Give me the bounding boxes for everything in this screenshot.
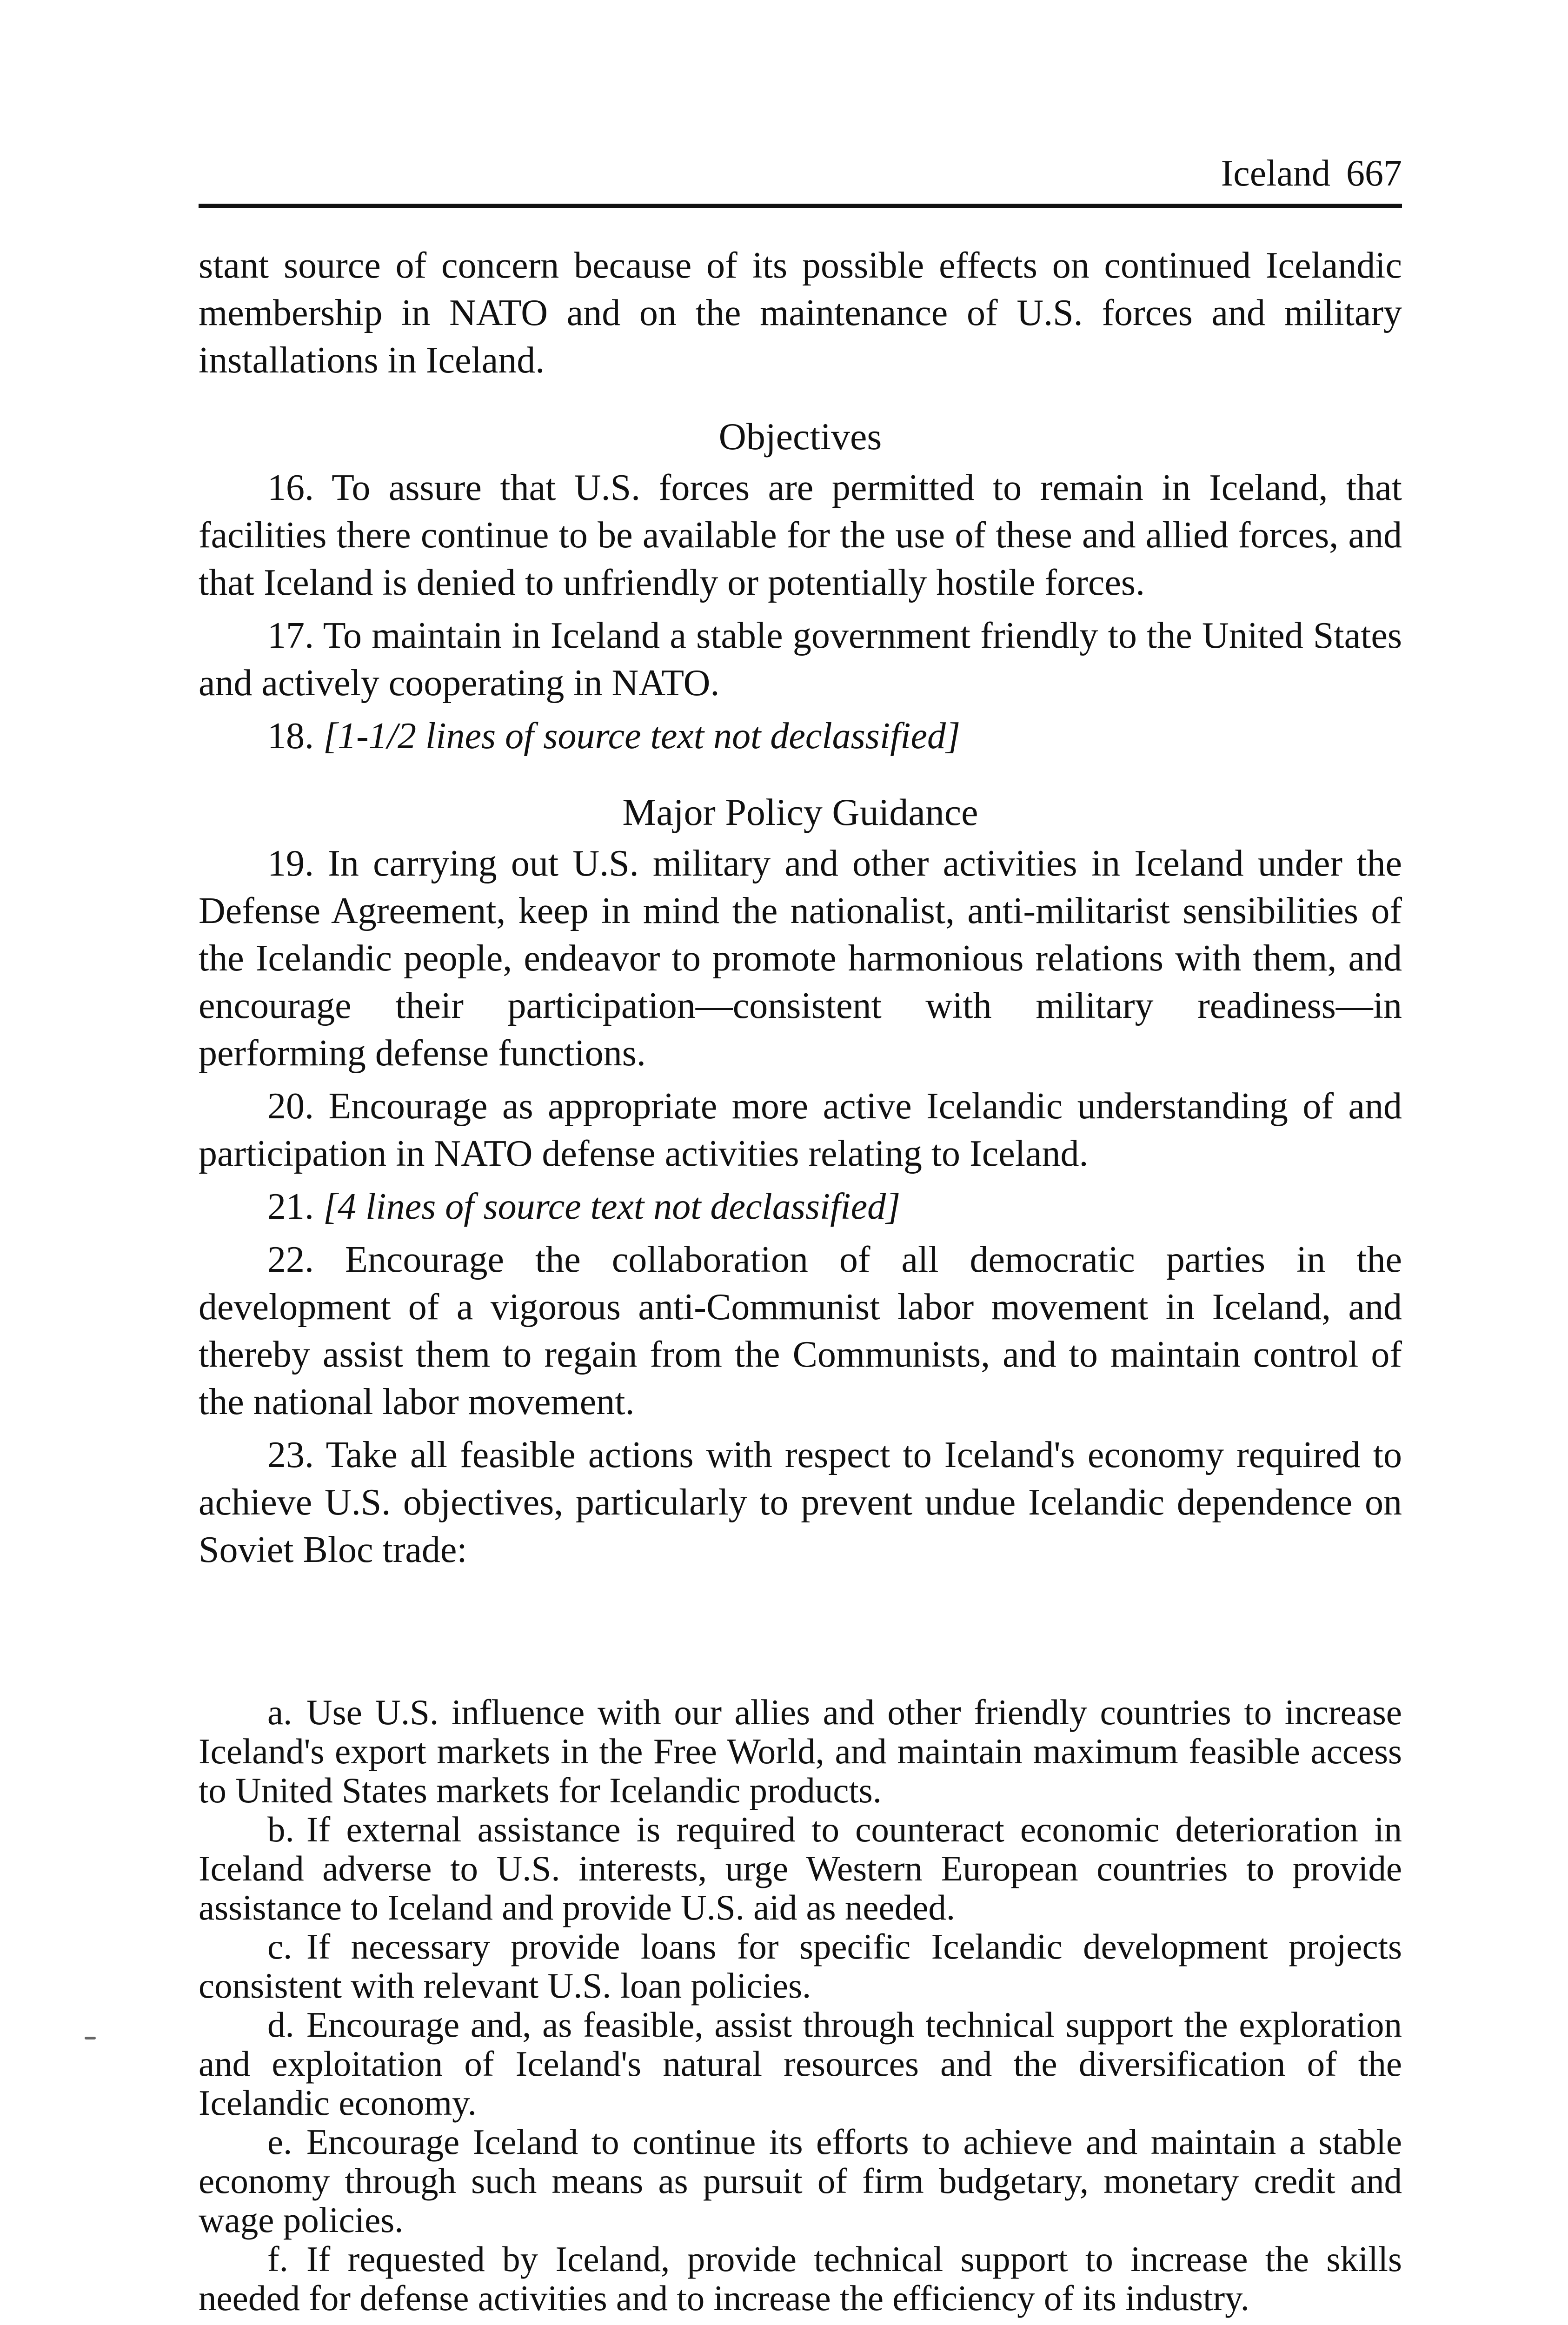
subitem-label: b. [267,1809,294,1849]
guidance-heading: Major Policy Guidance [622,791,978,833]
paragraph-18-number: 18. [267,716,314,757]
running-title: Iceland [1221,153,1330,194]
page-number: 667 [1346,153,1402,194]
subitem-label: f. [267,2239,288,2279]
paragraph-21-redaction: [4 lines of source text not declassified] [323,1186,901,1227]
paragraph-18-redaction: [1-1/2 lines of source text not declassified] [323,716,961,757]
paragraph-18 [199,712,1402,760]
subitem-label: d. [267,2005,294,2045]
subitem-text: Use U.S. influence with our allies and other friendly countries to increase Iceland's export markets in the Free World, and maintain maximum feasible access to United States markets for Icelandic products. [199,1692,1402,1810]
subitem-a [199,1693,1402,1810]
subitem-text: If requested by Iceland, provide technical support to increase the skills needed for defense activities and to increase the efficiency of its industry. [199,2239,1402,2318]
subitem-e [199,2122,1402,2239]
body-text [199,242,1402,1574]
subitem-list [199,1693,1402,2318]
subitem-label: e. [267,2122,292,2162]
subitem-c [199,1927,1402,2005]
paragraph-23: 23. Take all feasible actions with respect to Iceland's economy required to achieve U.S. objectives, particularly to prevent undue Icelandic dependence on Soviet Bloc trade: [199,1435,1402,1570]
paragraph-21 [199,1183,1402,1230]
running-head [1221,148,1402,199]
paragraph-16: 16. To assure that U.S. forces are permitted to remain in Iceland, that facilities there continue to be available for the use of these and allied forces, and that Iceland is denied to unfriendly or potentially hostile forces. [199,467,1402,603]
subitem-text: Encourage Iceland to continue its efforts to achieve and maintain a stable economy through such means as pursuit of firm budgetary, monetary credit and wage policies. [199,2122,1402,2240]
subitem-label: c. [267,1926,292,1966]
page-header [199,148,1402,208]
subitem-f [199,2239,1402,2318]
paragraph-21-number: 21. [267,1186,314,1227]
subitem-text: Encourage and, as feasible, assist through technical support the exploration and exploitation of Iceland's natural resources and the diversification of the Icelandic economy. [199,2005,1402,2123]
paragraph-17: 17. To maintain in Iceland a stable government friendly to the United States and actively cooperating in NATO. [199,615,1402,704]
paragraph-22: 22. Encourage the collaboration of all democratic parties in the development of a vigorous anti-Communist labor movement in Iceland, and thereby assist them to regain from the Communists, and to maintain control of the national labor movement. [199,1239,1402,1422]
subitem-b [199,1810,1402,1927]
objectives-heading: Objectives [718,415,882,458]
intro-paragraph: stant source of concern because of its possible effects on continued Icelandic membership in NATO and on the maintenance of U.S. forces and military installations in Iceland. [199,245,1402,381]
paragraph-20: 20. Encourage as appropriate more active Icelandic understanding of and participation in NATO defense activities relating to Iceland. [199,1086,1402,1174]
subitem-text: If necessary provide loans for specific Icelandic development projects consistent with relevant U.S. loan policies. [199,1926,1402,2006]
margin-mark [85,2037,96,2039]
subitem-label: a. [267,1692,292,1732]
paragraph-19: 19. In carrying out U.S. military and other activities in Iceland under the Defense Agreement, keep in mind the nationalist, anti-militarist sensibilities of the Icelandic people, endeavor to promote harmonious relations with them, and encourage their participation—consistent with military readiness—in performing defense functions. [199,843,1402,1074]
subitem-text: If external assistance is required to counteract economic deterioration in Iceland adverse to U.S. interests, urge Western European countries to provide assistance to Iceland and provide U.S. aid as needed. [199,1809,1402,1927]
subitem-d [199,2005,1402,2122]
